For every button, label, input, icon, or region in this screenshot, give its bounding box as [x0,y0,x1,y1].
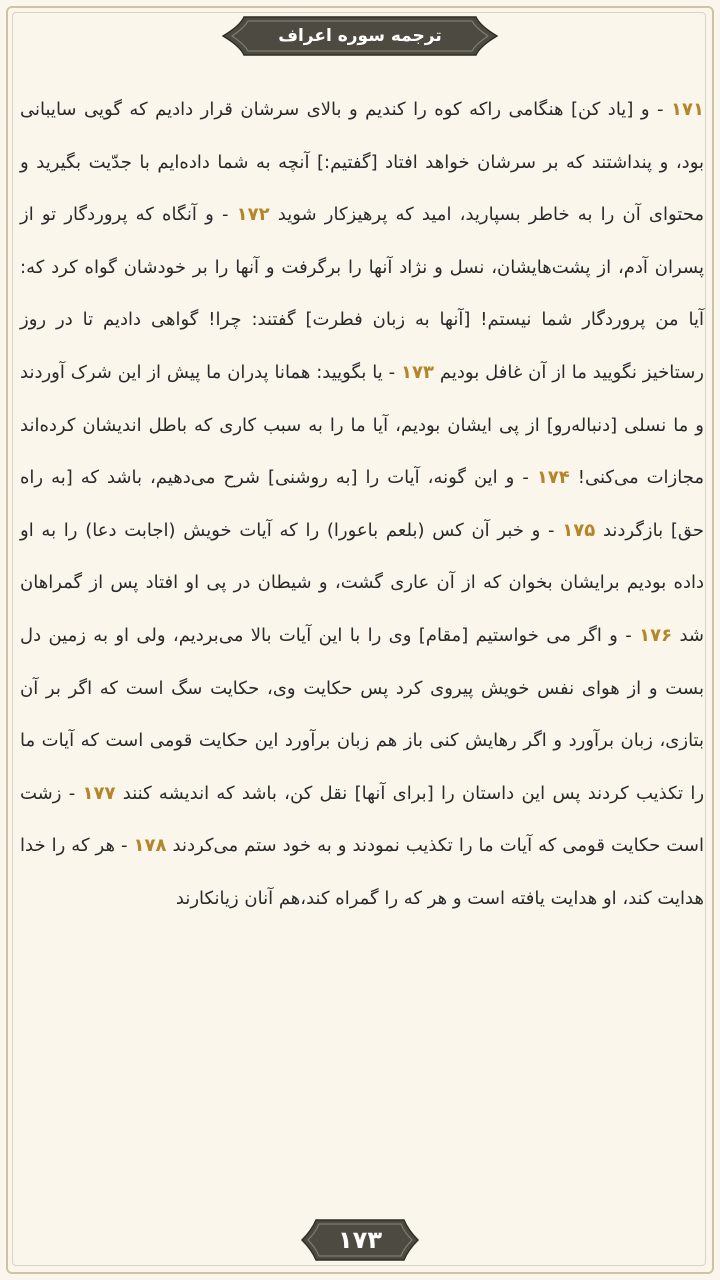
verse-number: ۱۷۱ [671,99,704,120]
verse-text: - و اگر می خواستیم [مقام] وی را با این آیات بالا می‌بردیم، ولی او به زمین دل بست و از هوای نفس خویش پیروی کرد پس حکایت وی، حکایت سگ است که اگر بر آن بتازی، زبان برآورد و اگر رهایش کنی باز هم زبان برآورد این حکایت قومی است که آیات ما را تکذیب کردند پس این داستان را [برای آنها] نقل کن، باشد که اندیشه کنند [20,624,705,804]
verse-text: - هر که را خدا هدایت کند، او هدایت یافته است و هر که را گمراه کند،هم آنان زیانکارند [20,835,704,909]
verse-text: - زشت است حکایت قومی که آیات ما را تکذیب نمودند و به خود ستم می‌کردند [20,782,704,857]
verse-number: ۱۷۷ [82,782,116,804]
verse-text: - و آنگاه که پروردگار تو از پسران آدم، از پشت‌هایشان، نسل و نژاد آنها را برگرفت و آنها را بر خودشان گواه کرد که: آیا من پروردگار شما نیستم! [آنها به زبان فطرت] گفتند: چرا! گواهی دادیم تا در روز رستاخیز نگویید ما از آن غافل بودیم [20,204,704,383]
verse-number: ۱۷۳ [401,361,435,383]
verse-number: ۱۷۶ [639,624,673,646]
verse-text: - و خبر آن کس (بلعم باعورا) را که آیات خویش (اجابت دعا) را به او داده بودیم برایشان بخوان که از آن عاری گشت، و شیطان در پی او افتاد پس از گمراهان شد [20,519,704,646]
page-number-badge [300,1216,420,1264]
page-number: ۱۷۳ [338,1226,382,1254]
verse-number: ۱۷۵ [562,519,596,541]
translation-body [20,84,704,1204]
translation-paragraph [20,84,704,926]
verse-number: ۱۷۴ [536,467,570,489]
verse-text: - و این گونه، آیات را [به روشنی] شرح می‌دهیم، باشد که [به راه حق] بازگردند [20,467,705,541]
verse-number: ۱۷۸ [133,835,167,857]
verse-text: - و [یاد کن] هنگامی راکه کوه را کندیم و بالای سرشان قرار دادیم که گویی سایبانی بود، و پنداشتند که بر سرشان خواهد افتاد [گفتیم:] آنچه به شما داده‌ایم با جدّیت بگیرید و محتوای آن را به خاطر بسپارید، امید که پرهیزکار شوید [20,99,705,226]
page-title: ترجمه سوره اعراف [278,26,442,46]
title-banner [222,16,498,56]
verse-text: - یا بگویید: همانا پدران ما پیش از این شرک آوردند و ما نسلی [دنباله‌رو] از پی ایشان بودیم، آیا ما را به سبب کاری که باطل اندیشان کرده‌اند مجازات می‌کنی! [20,361,704,489]
verse-number: ۱۷۲ [236,204,270,226]
